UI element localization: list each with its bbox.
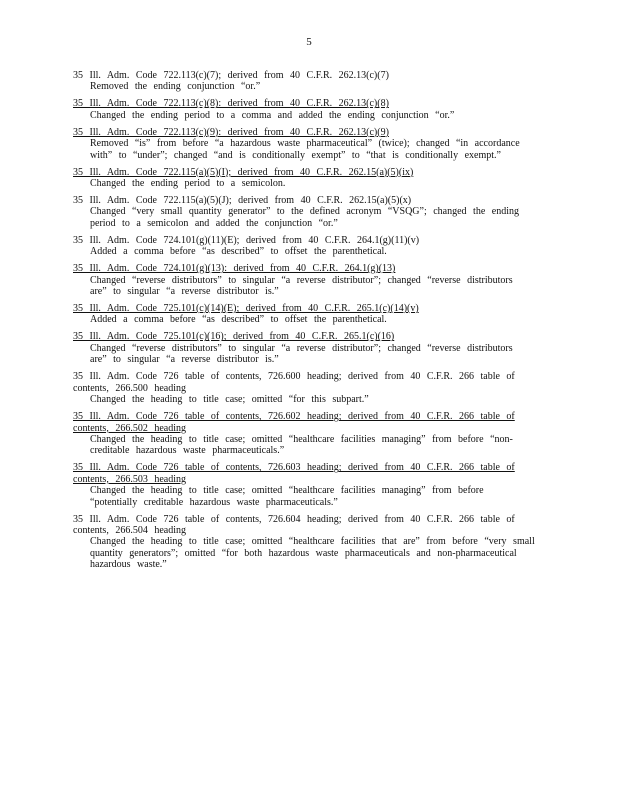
list-item [73,462,535,508]
change-description: Changed the heading to title case; omitted “healthcare facilities managing” from before “non-creditable hazardous waste pharmaceuticals.” [90,433,513,457]
list-item [73,235,535,258]
citation: 35 Ill. Adm. Code 722.115(a)(5)(I); derived from 40 C.F.R. 262.15(a)(5)(ix) [73,166,414,178]
revision-list [73,70,535,576]
change-description: Changed “very small quantity generator” to the defined acronym “VSQG”; changed the ending period to a semicolon and added the conjunction “or.” [90,206,519,229]
change-description: Removed “is” from before “a hazardous waste pharmaceutical” (twice); changed “in accordance with” to “under”; changed “and is conditionally exempt” to “that is conditionally exempt.” [90,138,520,161]
list-item [73,303,535,326]
change-description: Changed the heading to title case; omitted “for this subpart.” [90,394,369,406]
list-item [73,331,535,365]
list-item [73,371,535,405]
change-description: Changed the heading to title case; omitted “healthcare facilities that are” from before “very small quantity generators”; omitted “for both hazardous waste pharmaceuticals and non-pharmaceutical hazardous waste.” [90,536,535,571]
change-description: Added a comma before “as described” to offset the parenthetical. [90,246,387,258]
list-item [73,167,535,190]
change-description: Changed the ending period to a comma and added the ending conjunction “or.” [90,109,455,121]
citation: 35 Ill. Adm. Code 722.113(c)(9): derived from 40 C.F.R. 262.13(c)(9) [73,126,389,138]
citation: 35 Ill. Adm. Code 724.101(g)(11)(E); derived from 40 C.F.R. 264.1(g)(11)(v) [73,234,420,246]
citation: 35 Ill. Adm. Code 724.101(g)(13): derived from 40 C.F.R. 264.1(g)(13) [73,263,396,275]
change-description: Added a comma before “as described” to offset the parenthetical. [90,314,387,326]
list-item [73,195,535,229]
change-description: Changed the ending period to a semicolon. [90,178,286,190]
citation: 35 Ill. Adm. Code 726 table of contents, 726.603 heading; derived from 40 C.F.R. 266 table of contents, 266.503 heading [73,462,515,485]
list-item [73,514,535,571]
citation: 35 Ill. Adm. Code 726 table of contents, 726.602 heading; derived from 40 C.F.R. 266 table of contents, 266.502 heading [73,411,515,434]
list-item [73,98,535,121]
change-description: Changed “reverse distributors” to singular “a reverse distributor”; changed “reverse distributors are” to singular “a reverse distributor is.” [90,342,513,366]
change-description: Changed the heading to title case; omitted “healthcare facilities managing” from before “potentially creditable hazardous waste pharmaceuticals.” [90,485,484,508]
list-item [73,411,535,457]
list-item [73,263,535,297]
citation: 35 Ill. Adm. Code 725.101(c)(14)(E); derived from 40 C.F.R. 265.1(c)(14)(v) [73,303,419,315]
citation: 35 Ill. Adm. Code 722.115(a)(5)(J); derived from 40 C.F.R. 262.15(a)(5)(x) [73,195,412,207]
change-description: Removed the ending conjunction “or.” [90,81,261,93]
citation: 35 Ill. Adm. Code 722.113(c)(7); derived from 40 C.F.R. 262.13(c)(7) [73,70,389,81]
citation: 35 Ill. Adm. Code 725.101(c)(16); derived from 40 C.F.R. 265.1(c)(16) [73,331,395,343]
list-item [73,70,535,93]
change-description: Changed “reverse distributors” to singular “a reverse distributor”; changed “reverse distributors are” to singular “a reverse distributor is.” [90,274,513,298]
citation: 35 Ill. Adm. Code 726 table of contents, 726.604 heading; derived from 40 C.F.R. 266 table of contents, 266.504 heading [73,513,515,536]
page-number: 5 [306,36,312,48]
citation: 35 Ill. Adm. Code 726 table of contents, 726.600 heading; derived from 40 C.F.R. 266 table of contents, 266.500 heading [73,371,515,394]
list-item [73,127,535,161]
citation: 35 Ill. Adm. Code 722.113(c)(8): derived from 40 C.F.R. 262.13(c)(8) [73,98,389,110]
